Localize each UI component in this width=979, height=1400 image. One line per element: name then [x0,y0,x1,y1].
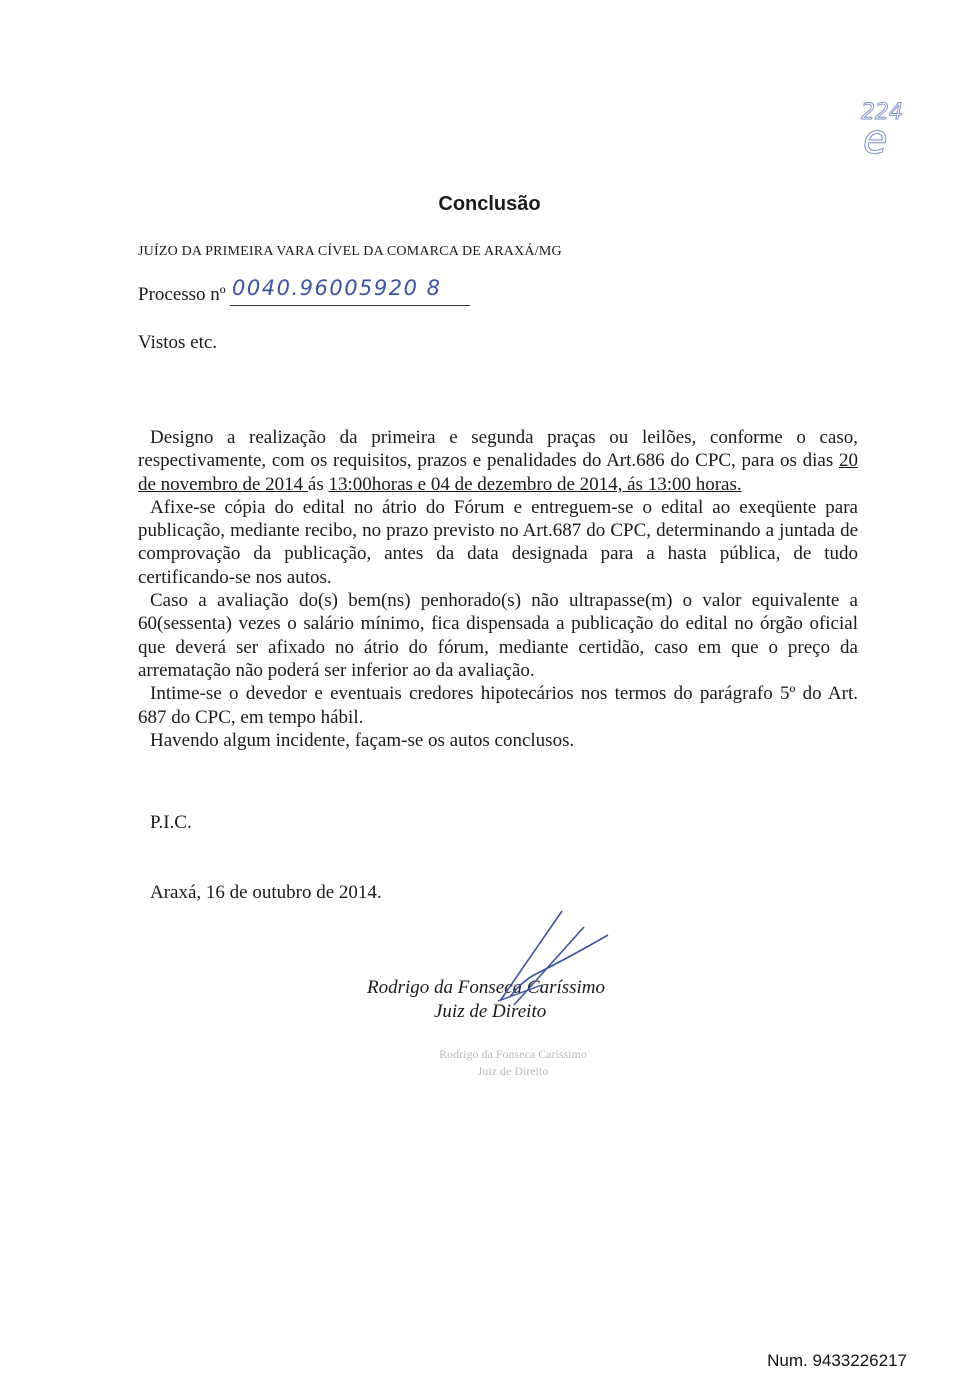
paragraph-3: Caso a avaliação do(s) bem(ns) penhorado(s) não ultrapasse(m) o valor equivalente a 60(sessenta) vezes o salário mínimo, fica dispensada a publicação do edital no órgão oficial que deverá ser afixado no átrio do fórum, mediante certidão, caso em que o preço da arrematação não poderá ser inferior ao da avaliação. [138,590,858,681]
process-number-handwritten: 0040.96005920 8 [232,276,442,300]
decision-body [138,426,858,752]
process-label: Processo nº [138,284,226,305]
handwritten-signature [480,905,620,1015]
page-mark-number: 224 [861,100,903,125]
stamp-name: Rodrigo da Fonseca Caríssimo [439,1047,587,1061]
greeting: Vistos etc. [138,332,218,353]
page-mark-initial: e [863,117,888,163]
judge-role: Juiz de Direito [434,1001,547,1022]
paragraph-5: Havendo algum incidente, façam-se os autos conclusos. [150,729,575,751]
court-header: JUÍZO DA PRIMEIRA VARA CÍVEL DA COMARCA DE ARAXÁ/MG [138,244,562,259]
document-number: Num. 9433226217 [767,1351,907,1370]
paragraph-1-text: Designo a realização da primeira e segunda praças ou leilões, conforme o caso, respectivamente, com os requisitos, prazos e penalidades do Art.686 do CPC, para os dias [138,427,858,472]
handwritten-page-mark [855,95,915,165]
process-line [138,276,442,306]
judge-stamp [428,1046,598,1080]
second-auction-date: 13:00horas e 04 de dezembro de 2014, ás 13:00 horas. [328,473,742,495]
judge-name: Rodrigo da Fonseca Caríssimo [367,977,606,998]
closing-pic: P.I.C. [150,812,192,833]
paragraph-1-connector: ás [307,473,329,495]
paragraph-4: Intime-se o devedor e eventuais credores hipotecários nos termos do parágrafo 5º do Art. 687 do CPC, em tempo hábil. [138,683,858,728]
document-title: Conclusão [438,193,541,215]
stamp-role: Juiz de Direito [477,1064,549,1078]
place-date: Araxá, 16 de outubro de 2014. [150,882,382,903]
process-underline [230,305,470,306]
paragraph-2: Afixe-se cópia do edital no átrio do Fórum e entreguem-se o edital ao exeqüente para publicação, mediante recibo, no prazo previsto no Art.687 do CPC, determinando a juntada de comprovação da publicação, antes da data designada para a hasta pública, de tudo certificando-se nos autos. [138,496,858,588]
first-auction-date: 20 de novembro de 2014 [138,450,858,495]
paragraph-1 [138,426,858,496]
